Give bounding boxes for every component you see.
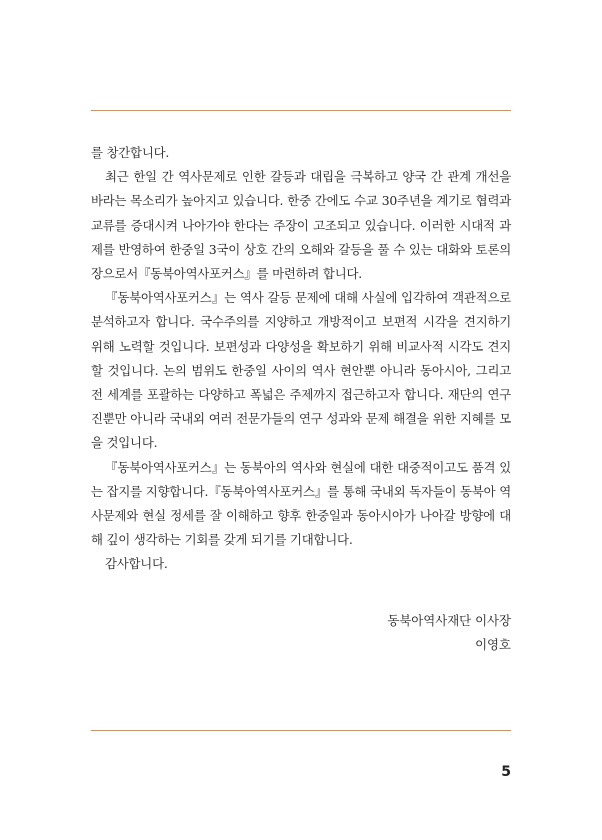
paragraph: 최근 한일 간 역사문제로 인한 갈등과 대립을 극복하고 양국 간 관계 개선을 바라는 목소리가 높아지고 있습니다. 한중 간에도 수교 30주년을 계기로 협력과 교류를 증대시켜 나아가야 한다는 주장이 고조되고 있습니다. 이러한 시대적 과제를 반영하여 한중일 3국이 상호 간의 오해와 갈등을 풀 수 있는 대화와 토론의 장으로서『동북아역사포커스』를 마련하려 합니다.	[91, 169, 511, 282]
page-number: 5	[501, 764, 511, 780]
signature-organization: 동북아역사재단 이사장	[387, 613, 511, 628]
paragraph: 『동북아역사포커스』는 동북아의 역사와 현실에 대한 대중적이고도 품격 있는 잡지를 지향합니다.『동북아역사포커스』를 통해 국내외 독자들이 동북아 역사문제와 현실 정세를 잘 이해하고 향후 한중일과 동아시아가 나아갈 방향에 대해 깊이 생각하는 기회를 갖게 되기를 기대합니다.	[91, 459, 511, 548]
paragraph-continuation: 를 창간합니다.	[91, 145, 170, 160]
paragraph-closing: 감사합니다.	[105, 556, 168, 572]
header-rule	[91, 110, 511, 111]
letter-body	[91, 141, 511, 577]
paragraph: 『동북아역사포커스』는 역사 갈등 문제에 대해 사실에 입각하여 객관적으로 분석하고자 합니다. 국수주의를 지양하고 개방적이고 보편적 시각을 견지하기 위해 노력할 것입니다. 보편성과 다양성을 확보하기 위해 비교사적 시각도 견지할 것입니다. 논의 범위도 한중일 사이의 역사 현안뿐 아니라 동아시아, 그리고 전 세계를 포괄하는 다양하고 폭넓은 주제까지 접근하고자 합니다. 재단의 연구진뿐만 아니라 국내외 여러 전문가들의 연구 성과와 문제 해결을 위한 지혜를 모을 것입니다.	[91, 290, 511, 451]
footer-rule	[91, 730, 511, 731]
signature-name: 이영호	[475, 637, 511, 652]
